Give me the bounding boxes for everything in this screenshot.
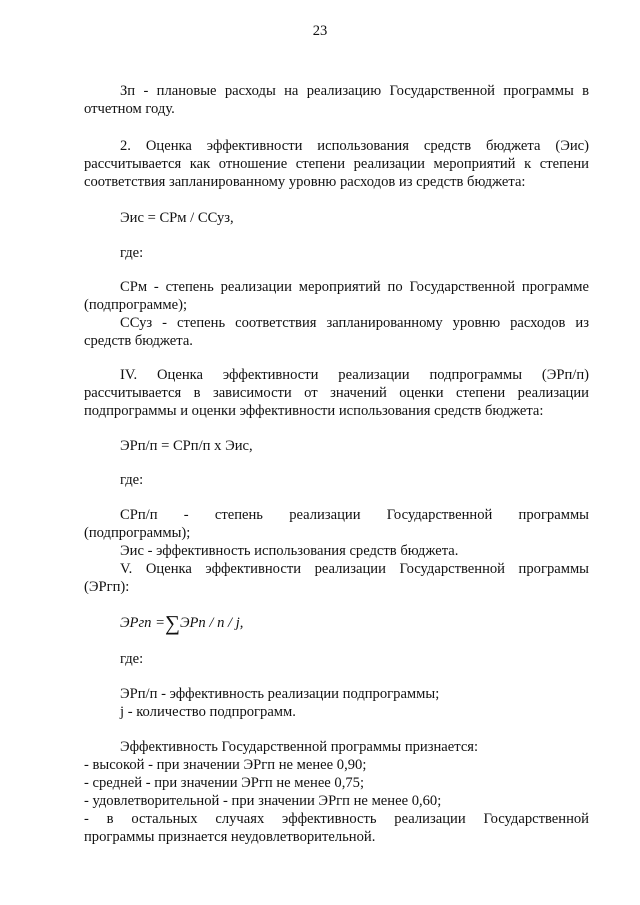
paragraph-program-efficiency-line2: (ЭРгп):: [84, 579, 130, 595]
definition-srm-line1: СРм - степень реализации мероприятий по Государственной программе: [120, 279, 589, 295]
where-label-2: где:: [120, 472, 144, 488]
effectiveness-item-medium: - средней - при значении ЭРгп не менее 0,75;: [84, 775, 365, 791]
page-number: 23: [312, 23, 328, 39]
definition-ssuz-line2: средств бюджета.: [84, 333, 193, 349]
formula-ergp-rhs: ЭРп / n / j,: [179, 615, 244, 631]
where-label-3: где:: [120, 651, 144, 667]
effectiveness-item-high: - высокой - при значении ЭРгп не менее 0,90;: [84, 757, 367, 773]
definition-srpp-word: степень: [214, 507, 263, 523]
definition-ssuz-line1: ССуз - степень соответствия запланированному уровню расходов из: [120, 315, 589, 331]
definition-srpp-line1: [120, 506, 589, 524]
where-label-1: где:: [120, 245, 144, 261]
paragraph-program-efficiency-line1: V. Оценка эффективности реализации Государственной программы: [120, 561, 589, 577]
formula-eis: Эис = СРм / ССуз,: [120, 210, 234, 226]
paragraph-budget-efficiency-line1: 2. Оценка эффективности использования средств бюджета (Эис): [120, 138, 589, 154]
definition-srpp-word: СРп/п: [120, 507, 158, 523]
paragraph-subprogram-efficiency-line3: подпрограммы и оценки эффективности использования средств бюджета:: [84, 403, 544, 419]
paragraph-budget-efficiency-line3: соответствия запланированному уровню расходов из средств бюджета:: [84, 174, 526, 190]
definition-j: j - количество подпрограмм.: [120, 704, 296, 720]
paragraph-zp-line1: Зп - плановые расходы на реализацию Государственной программы в: [120, 83, 589, 99]
formula-ergp: [120, 611, 243, 635]
paragraph-subprogram-efficiency-line2: рассчитывается в зависимости от значений оценки степени реализации: [84, 385, 589, 401]
formula-ergp-lhs: ЭРгп =: [120, 615, 165, 631]
effectiveness-heading: Эффективность Государственной программы признается:: [120, 739, 479, 755]
definition-srpp-word: реализации: [289, 507, 361, 523]
paragraph-subprogram-efficiency-line1: IV. Оценка эффективности реализации подпрограммы (ЭРп/п): [120, 367, 589, 383]
effectiveness-item-other-line2: программы признается неудовлетворительной.: [84, 829, 376, 845]
definition-srpp-word: Государственной: [386, 507, 493, 523]
effectiveness-item-satisfactory: - удовлетворительной - при значении ЭРгп не менее 0,60;: [84, 793, 442, 809]
definition-srpp-line2: (подпрограммы);: [84, 525, 191, 541]
formula-erpp: ЭРп/п = СРп/п х Эис,: [120, 438, 253, 454]
sum-symbol: ∑: [164, 611, 180, 635]
definition-eis: Эис - эффективность использования средств бюджета.: [120, 543, 459, 559]
definition-erpp: ЭРп/п - эффективность реализации подпрограммы;: [120, 686, 440, 702]
effectiveness-item-other-line1: - в остальных случаях эффективность реализации Государственной: [84, 811, 589, 827]
definition-srm-line2: (подпрограмме);: [84, 297, 187, 313]
definition-srpp-word: программы: [518, 507, 589, 523]
paragraph-zp-line2: отчетном году.: [84, 101, 175, 117]
definition-srpp-word: -: [183, 507, 189, 523]
paragraph-budget-efficiency-line2: рассчитывается как отношение степени реализации мероприятий к степени: [84, 156, 589, 172]
